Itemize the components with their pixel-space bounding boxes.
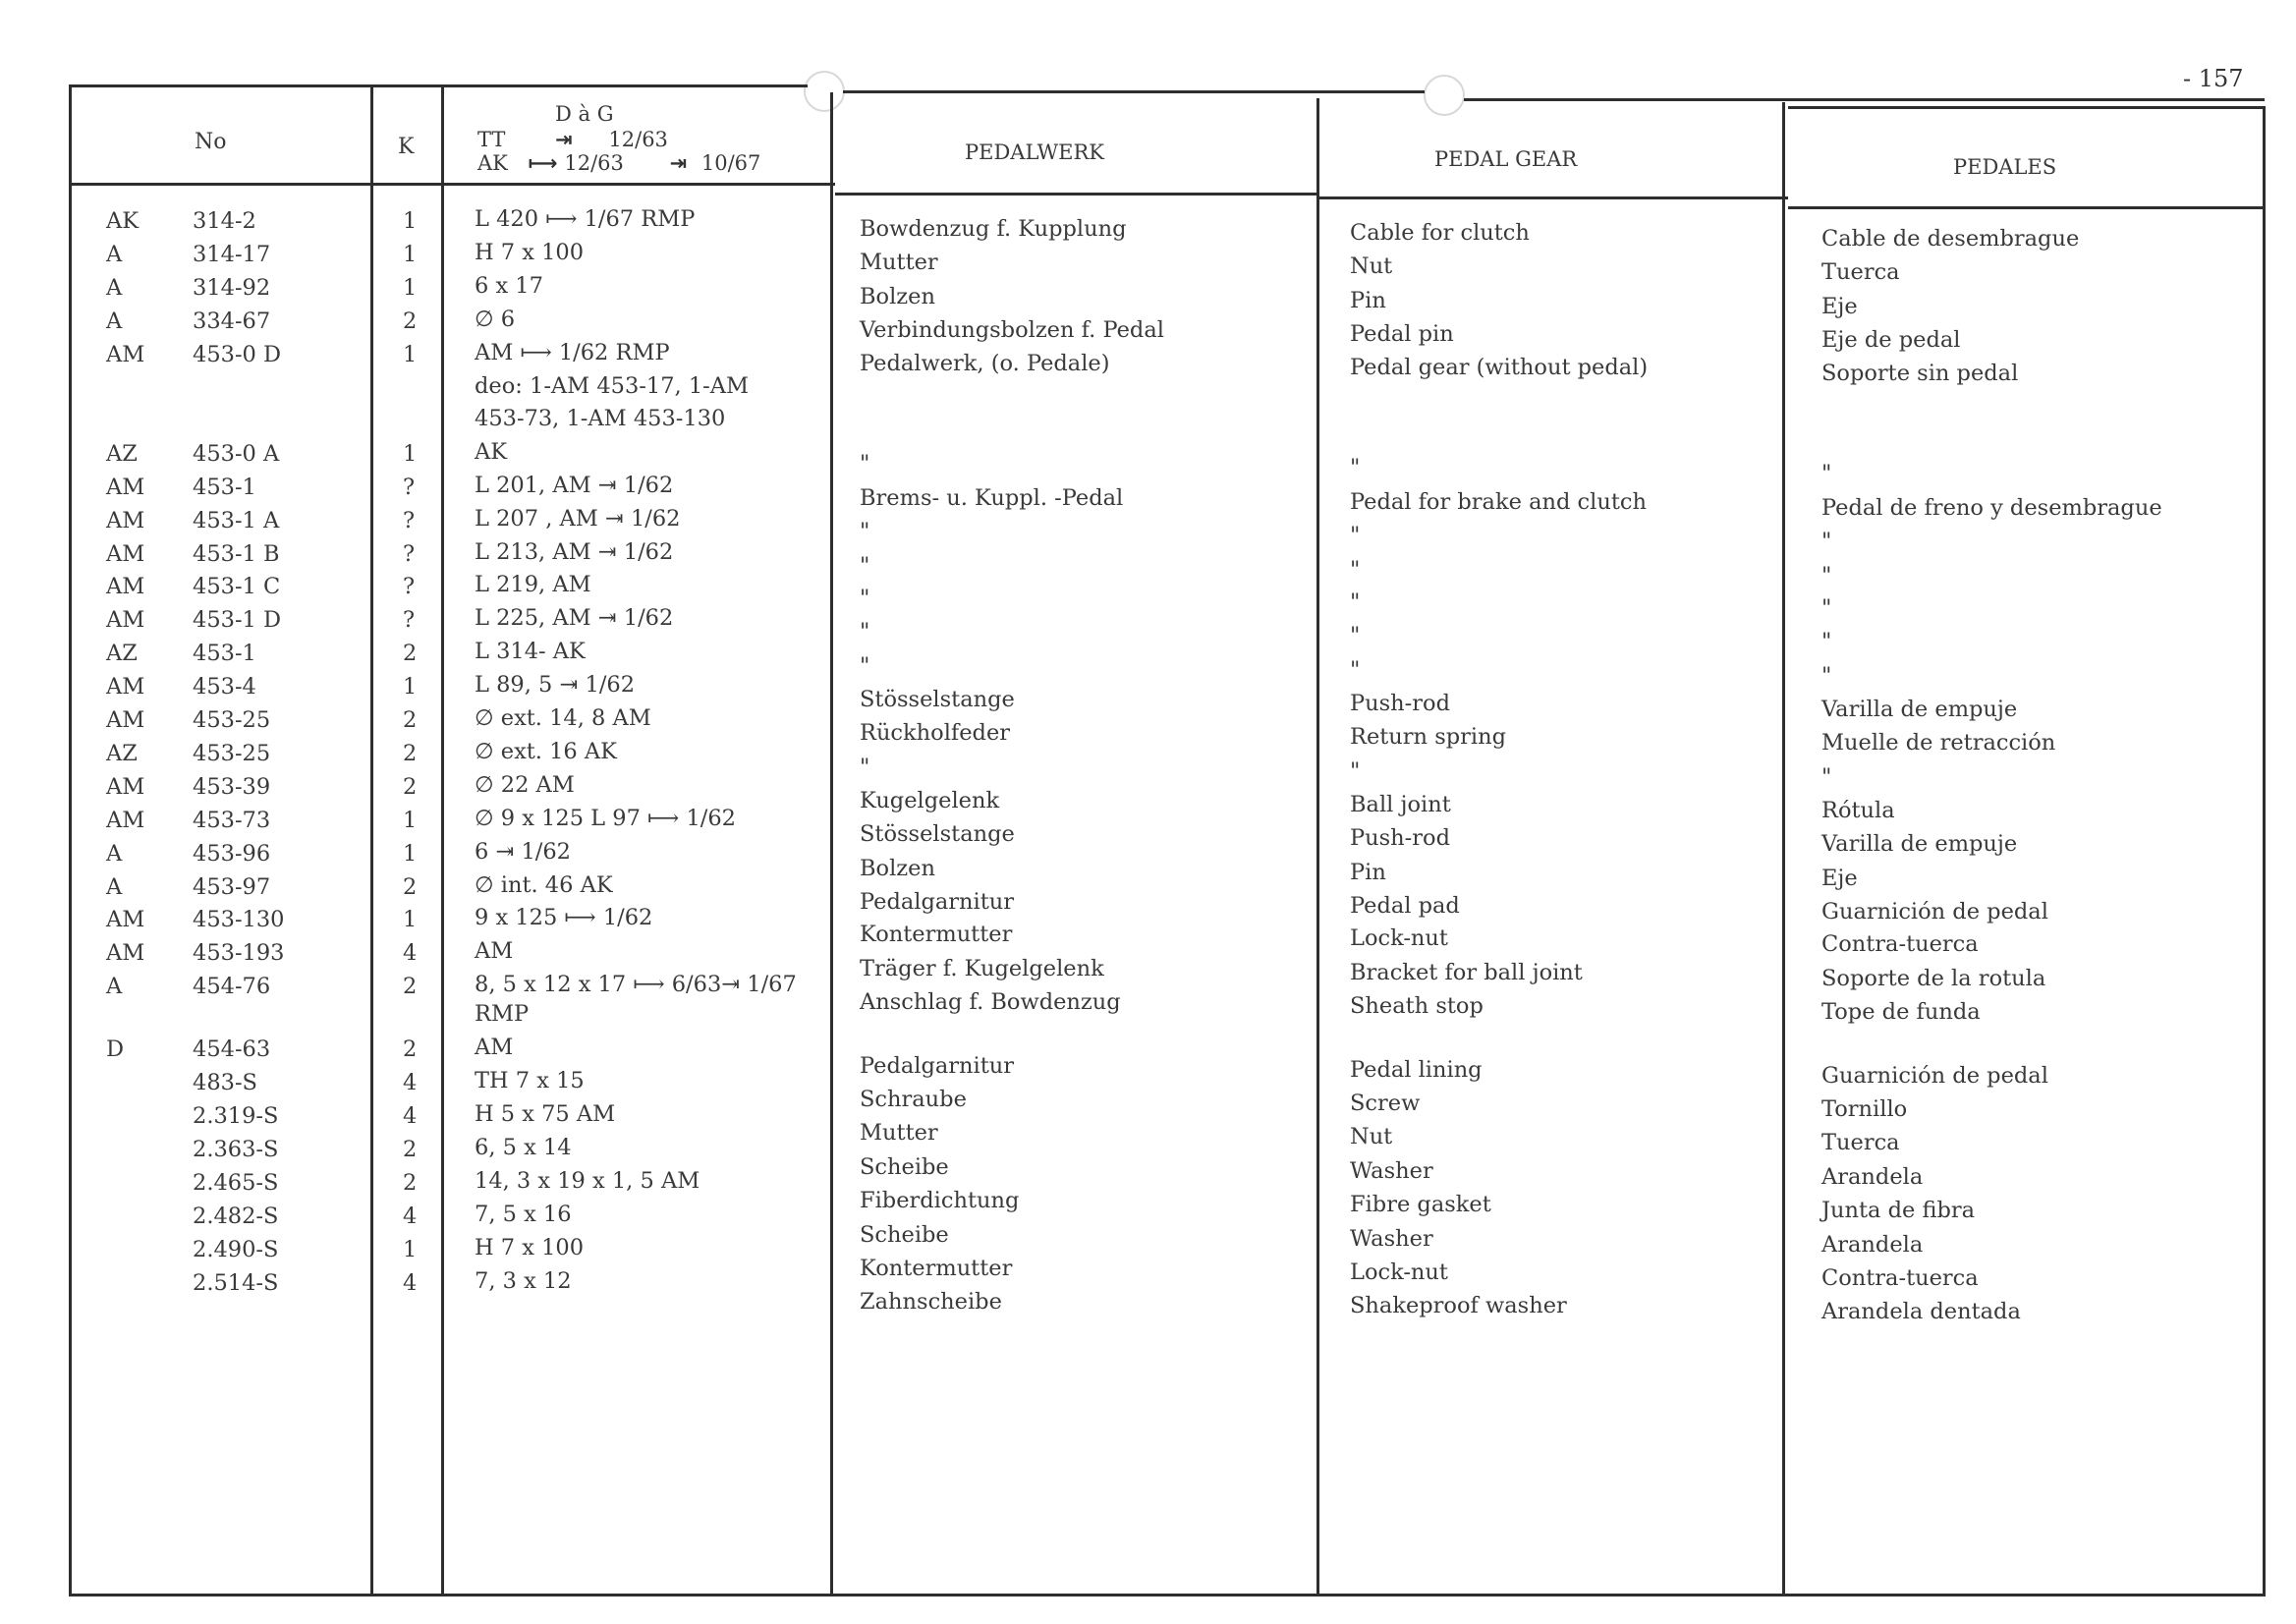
cell-tt: 453-73, 1-AM 453-130	[475, 406, 726, 431]
cell-k: 4	[403, 1070, 418, 1095]
cell-en: "	[1350, 556, 1361, 583]
cell-de: Stösselstange	[860, 686, 1015, 712]
cell-k: 1	[403, 841, 418, 867]
cell-en: Screw	[1350, 1091, 1421, 1117]
cell-de: Verbindungsbolzen f. Pedal	[860, 317, 1164, 344]
cell-no: 453-1 A	[193, 508, 280, 533]
header-tt-date: 12/63	[608, 128, 668, 151]
cell-tt: AM ⟼ 1/62 RMP	[475, 340, 670, 365]
cell-tt: L 207 , AM ⇥ 1/62	[475, 506, 681, 532]
cell-tt: 6 x 17	[475, 273, 543, 299]
cell-en: Pedal gear (without pedal)	[1350, 355, 1649, 381]
cell-es: Contra-tuerca	[1821, 931, 1979, 958]
cell-en: Pedal pad	[1350, 893, 1460, 919]
cell-de: "	[860, 451, 870, 477]
cell-k: 4	[403, 1204, 418, 1229]
cell-tt: L 219, AM	[475, 572, 591, 597]
cell-k: 2	[403, 707, 418, 733]
cell-tt: ∅ ext. 14, 8 AM	[475, 705, 651, 731]
cell-en: Ball joint	[1350, 791, 1451, 817]
cell-no: 2.319-S	[193, 1103, 279, 1129]
cell-tt: 9 x 125 ⟼ 1/62	[475, 905, 653, 930]
cell-en: Cable for clutch	[1350, 220, 1530, 246]
cell-pre: A	[106, 242, 123, 267]
cell-de: Scheibe	[860, 1221, 949, 1248]
cell-en: Pin	[1350, 287, 1386, 313]
cell-de: Bolzen	[860, 283, 935, 309]
cell-tt: ∅ 22 AM	[475, 772, 575, 798]
column-divider	[830, 92, 833, 1596]
cell-en: Bracket for ball joint	[1350, 959, 1583, 985]
cell-pre: A	[106, 308, 123, 334]
cell-pre: A	[106, 275, 123, 301]
cell-es: Guarnición de pedal	[1821, 1062, 2048, 1089]
cell-no: 453-25	[193, 707, 271, 733]
cell-es: Soporte sin pedal	[1821, 361, 2019, 387]
cell-en: Sheath stop	[1350, 993, 1484, 1020]
cell-no: 453-25	[193, 741, 271, 766]
header-english: PEDAL GEAR	[1434, 147, 1578, 171]
cell-de: "	[860, 552, 870, 579]
cell-es: Eje	[1821, 865, 1858, 891]
cell-no: 453-130	[193, 907, 285, 932]
cell-pre: AM	[106, 607, 145, 633]
cell-en: "	[1350, 588, 1361, 615]
cell-no: 453-4	[193, 674, 256, 700]
cell-de: "	[860, 519, 870, 545]
cell-de: Bowdenzug f. Kupplung	[860, 216, 1127, 242]
cell-de: Anschlag f. Bowdenzug	[860, 989, 1121, 1016]
cell-en: Fibre gasket	[1350, 1192, 1491, 1218]
column-divider	[69, 84, 72, 1596]
cell-en: "	[1350, 455, 1361, 481]
cell-no: 453-73	[193, 808, 271, 833]
cell-no: 483-S	[193, 1070, 257, 1095]
cell-k: ?	[403, 541, 416, 567]
column-divider	[1316, 98, 1319, 1596]
cell-k: 1	[403, 342, 418, 367]
cell-tt: AM	[475, 1035, 514, 1060]
cell-no: 453-0 A	[193, 441, 280, 467]
cell-tt: ∅ ext. 16 AK	[475, 739, 617, 764]
cell-en: Lock-nut	[1350, 925, 1448, 952]
cell-no: 2.465-S	[193, 1170, 279, 1196]
cell-pre: AM	[106, 707, 145, 733]
header-k: K	[398, 135, 415, 159]
column-divider	[1782, 102, 1785, 1596]
cell-de: Brems- u. Kuppl. -Pedal	[860, 484, 1124, 511]
header-divider	[1316, 196, 1788, 199]
cell-de: Zahnscheibe	[860, 1289, 1002, 1316]
header-divider	[69, 183, 835, 186]
cell-tt: 14, 3 x 19 x 1, 5 AM	[475, 1168, 700, 1194]
header-ak-date-to: 10/67	[700, 151, 761, 175]
cell-no: 453-1 C	[193, 574, 281, 599]
cell-es: Arandela	[1821, 1231, 1924, 1258]
cell-de: "	[860, 652, 870, 679]
cell-no: 453-1	[193, 475, 256, 500]
cell-en: Pedal pin	[1350, 321, 1454, 348]
header-tt-line1: D à G	[555, 102, 614, 126]
header-ak-label: AK	[477, 151, 508, 175]
cell-k: ?	[403, 475, 416, 500]
cell-es: Eje de pedal	[1821, 327, 1961, 354]
cell-tt: H 5 x 75 AM	[475, 1101, 616, 1127]
cell-es: Arandela dentada	[1821, 1299, 2021, 1325]
cell-pre: AM	[106, 508, 145, 533]
cell-tt: L 89, 5 ⇥ 1/62	[475, 672, 636, 698]
cell-de: Stösselstange	[860, 821, 1015, 848]
cell-k: 4	[403, 1103, 418, 1129]
cell-k: 2	[403, 641, 418, 666]
cell-de: Kugelgelenk	[860, 787, 1000, 813]
cell-pre: A	[106, 974, 123, 999]
cell-tt: AM	[475, 938, 514, 964]
table-top-border	[69, 84, 808, 87]
cell-pre: AZ	[106, 441, 138, 467]
cell-tt: RMP	[475, 1001, 530, 1027]
cell-de: Pedalgarnitur	[860, 1052, 1015, 1079]
cell-no: 2.514-S	[193, 1270, 279, 1296]
cell-pre: A	[106, 841, 123, 867]
cell-de: "	[860, 585, 870, 611]
cell-no: 2.482-S	[193, 1204, 279, 1229]
cell-tt: H 7 x 100	[475, 240, 585, 265]
cell-de: Rückholfeder	[860, 720, 1011, 747]
cell-k: 2	[403, 308, 418, 334]
cell-en: "	[1350, 757, 1361, 784]
cell-es: Contra-tuerca	[1821, 1264, 1979, 1291]
column-divider	[2263, 106, 2266, 1596]
cell-de: Kontermutter	[860, 1255, 1013, 1281]
cell-en: Washer	[1350, 1157, 1433, 1184]
cell-es: Rótula	[1821, 797, 1895, 823]
cell-no: 453-0 D	[193, 342, 282, 367]
cell-pre: AZ	[106, 641, 138, 666]
cell-k: 1	[403, 441, 418, 467]
cell-no: 334-67	[193, 308, 271, 334]
cell-tt: 7, 5 x 16	[475, 1202, 572, 1227]
cell-de: Pedalgarnitur	[860, 889, 1015, 915]
cell-en: "	[1350, 623, 1361, 649]
cell-no: 314-92	[193, 275, 271, 301]
cell-k: ?	[403, 574, 416, 599]
cell-es: Muelle de retracción	[1821, 730, 2056, 756]
column-divider	[370, 86, 373, 1596]
cell-no: 453-1 B	[193, 541, 280, 567]
cell-tt: L 314- AK	[475, 639, 586, 664]
cell-pre: AZ	[106, 741, 138, 766]
cell-k: 1	[403, 275, 418, 301]
cell-k: 1	[403, 808, 418, 833]
cell-es: "	[1821, 662, 1832, 689]
cell-tt: ∅ 9 x 125 L 97 ⟼ 1/62	[475, 806, 736, 831]
cell-de: Scheibe	[860, 1153, 949, 1180]
cell-es: Pedal de freno y desembrague	[1821, 494, 2162, 521]
cell-tt: 6 ⇥ 1/62	[475, 839, 571, 865]
cell-de: Mutter	[860, 1120, 938, 1147]
cell-en: Return spring	[1350, 724, 1506, 751]
cell-tt: TH 7 x 15	[475, 1068, 585, 1093]
cell-en: "	[1350, 523, 1361, 549]
cell-es: Arandela	[1821, 1163, 1924, 1190]
cell-en: Washer	[1350, 1225, 1433, 1252]
cell-en: Pin	[1350, 859, 1386, 885]
cell-es: Varilla de empuje	[1821, 696, 2018, 722]
cell-k: 2	[403, 741, 418, 766]
cell-no: 454-63	[193, 1036, 271, 1062]
cell-tt: L 213, AM ⇥ 1/62	[475, 539, 674, 565]
cell-pre: AM	[106, 574, 145, 599]
cell-es: Tuerca	[1821, 1130, 1900, 1156]
table-bottom-border	[69, 1594, 2266, 1596]
cell-tt: L 201, AM ⇥ 1/62	[475, 473, 674, 498]
cell-tt: AK	[475, 439, 508, 465]
cell-en: Lock-nut	[1350, 1259, 1448, 1285]
cell-pre: AM	[106, 774, 145, 800]
cell-tt: 7, 3 x 12	[475, 1268, 572, 1294]
cell-es: "	[1821, 562, 1832, 588]
bar-to-arrow-icon: ⟼	[528, 151, 558, 175]
cell-de: Pedalwerk, (o. Pedale)	[860, 351, 1110, 377]
cell-no: 453-97	[193, 874, 271, 900]
cell-k: 1	[403, 1237, 418, 1262]
binder-hole-left	[804, 71, 845, 112]
header-divider	[835, 193, 1316, 196]
cell-pre: A	[106, 874, 123, 900]
binder-hole-right	[1424, 75, 1465, 116]
cell-en: Nut	[1350, 1124, 1393, 1150]
cell-no: 2.490-S	[193, 1237, 279, 1262]
cell-es: "	[1821, 763, 1832, 790]
cell-pre: AM	[106, 907, 145, 932]
table-top-border	[1464, 98, 2265, 101]
cell-en: Pedal for brake and clutch	[1350, 488, 1647, 515]
cell-no: 453-39	[193, 774, 271, 800]
cell-pre: AM	[106, 342, 145, 367]
cell-es: "	[1821, 461, 1832, 487]
cell-k: ?	[403, 508, 416, 533]
header-spanish: PEDALES	[1953, 155, 2057, 179]
cell-es: Junta de fibra	[1821, 1198, 1976, 1224]
header-no: No	[195, 130, 227, 154]
cell-es: Tuerca	[1821, 259, 1900, 286]
cell-no: 454-76	[193, 974, 271, 999]
header-tt-line2	[477, 128, 668, 151]
cell-tt: ∅ int. 46 AK	[475, 872, 613, 898]
header-german: PEDALWERK	[965, 140, 1104, 164]
table-top-border	[1788, 106, 2266, 109]
cell-k: 2	[403, 1137, 418, 1162]
header-divider	[1788, 206, 2266, 209]
cell-pre: AM	[106, 674, 145, 700]
cell-en: Push-rod	[1350, 690, 1450, 716]
cell-es: Soporte de la rotula	[1821, 965, 2046, 991]
cell-en: "	[1350, 656, 1361, 683]
cell-k: 4	[403, 940, 418, 966]
cell-es: Varilla de empuje	[1821, 831, 2018, 858]
header-ak-date-from: 12/63	[564, 151, 624, 175]
cell-pre: AM	[106, 808, 145, 833]
cell-pre: AM	[106, 541, 145, 567]
cell-es: Guarnición de pedal	[1821, 899, 2048, 924]
cell-k: 2	[403, 1036, 418, 1062]
cell-no: 453-193	[193, 940, 285, 966]
cell-pre: AM	[106, 940, 145, 966]
page-number: - 157	[2183, 65, 2244, 92]
cell-es: "	[1821, 629, 1832, 655]
cell-k: ?	[403, 607, 416, 633]
cell-tt: 8, 5 x 12 x 17 ⟼ 6/63⇥ 1/67	[475, 972, 797, 997]
cell-tt: H 7 x 100	[475, 1235, 585, 1260]
cell-de: "	[860, 754, 870, 780]
cell-no: 453-1 D	[193, 607, 282, 633]
cell-k: 2	[403, 874, 418, 900]
cell-es: Tornillo	[1821, 1096, 1908, 1123]
arrow-to-bar-icon: ⇥	[555, 128, 573, 151]
cell-no: 453-1	[193, 641, 256, 666]
cell-no: 453-96	[193, 841, 271, 867]
cell-pre: D	[106, 1036, 125, 1062]
cell-de: Schraube	[860, 1087, 967, 1113]
cell-k: 2	[403, 974, 418, 999]
cell-de: Kontermutter	[860, 922, 1013, 948]
cell-k: 1	[403, 242, 418, 267]
cell-es: "	[1821, 594, 1832, 621]
cell-k: 2	[403, 774, 418, 800]
cell-en: Shakeproof washer	[1350, 1293, 1567, 1319]
cell-tt: 6, 5 x 14	[475, 1135, 572, 1160]
cell-tt: L 225, AM ⇥ 1/62	[475, 605, 674, 631]
cell-es: Tope de funda	[1821, 999, 1981, 1026]
header-tt-line3	[477, 151, 760, 175]
table-top-border	[843, 90, 1425, 93]
header-tt-label: TT	[477, 128, 506, 151]
cell-es: Eje	[1821, 293, 1858, 319]
cell-es: Cable de desembrague	[1821, 226, 2080, 252]
cell-de: Mutter	[860, 250, 938, 276]
cell-en: Pedal lining	[1350, 1056, 1483, 1083]
cell-de: "	[860, 619, 870, 645]
column-divider	[441, 86, 444, 1596]
cell-k: 2	[403, 1170, 418, 1196]
arrow-to-bar-icon: ⇥	[669, 151, 688, 175]
cell-tt: L 420 ⟼ 1/67 RMP	[475, 206, 696, 232]
cell-tt: deo: 1-AM 453-17, 1-AM	[475, 373, 750, 399]
cell-k: 1	[403, 208, 418, 234]
cell-k: 1	[403, 907, 418, 932]
cell-de: Bolzen	[860, 855, 935, 881]
cell-en: Push-rod	[1350, 825, 1450, 852]
cell-k: 4	[403, 1270, 418, 1296]
cell-pre: AK	[106, 208, 140, 234]
cell-de: Träger f. Kugelgelenk	[860, 955, 1104, 981]
cell-es: "	[1821, 529, 1832, 555]
cell-tt: ∅ 6	[475, 307, 516, 332]
cell-k: 1	[403, 674, 418, 700]
cell-pre: AM	[106, 475, 145, 500]
cell-no: 314-2	[193, 208, 256, 234]
cell-no: 2.363-S	[193, 1137, 279, 1162]
cell-de: Fiberdichtung	[860, 1188, 1020, 1214]
cell-en: Nut	[1350, 253, 1393, 280]
cell-no: 314-17	[193, 242, 271, 267]
